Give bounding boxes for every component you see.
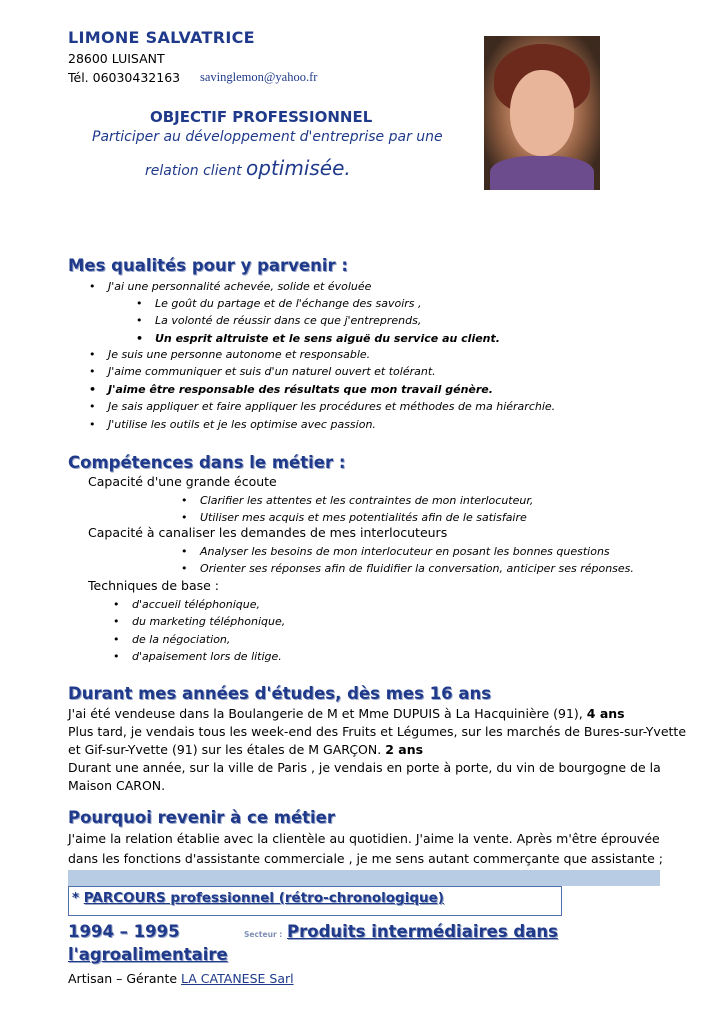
address: 28600 LUISANT <box>68 51 165 66</box>
list-item: • de la négociation, <box>113 632 231 646</box>
list-item: • Orienter ses réponses afin de fluidifier la conversation, anticiper ses réponses. <box>181 562 634 576</box>
list-item: • J'utilise les outils et je les optimise avec passion. <box>89 417 376 431</box>
parcours-heading: * PARCOURS professionnel (rétro-chronologique) <box>72 890 444 906</box>
list-item: • d'apaisement lors de litige. <box>113 650 282 664</box>
etudes-line-3: et Gif-sur-Yvette (91) sur les étales de M GARÇON. 2 ans <box>68 742 424 757</box>
job-years: 1994 – 1995 <box>68 922 180 941</box>
pourquoi-line-1: J'aime la relation établie avec la clientèle au quotidien. J'aime la vente. Après m'être éprouvée <box>68 831 660 846</box>
objective-line-1: Participer au développement d'entreprise par une <box>92 129 443 145</box>
list-item: • Je suis une personne autonome et responsable. <box>89 348 371 361</box>
email-link[interactable]: savinglemon@yahoo.fr <box>200 70 318 84</box>
competence-techniques-list <box>113 596 286 666</box>
qualites-title: Mes qualités pour y parvenir : <box>68 256 349 275</box>
list-item: • J'aime être responsable des résultats que mon travail génère. <box>89 382 493 396</box>
list-item: • d'accueil téléphonique, <box>113 598 261 611</box>
etudes-line-4: Durant une année, sur la ville de Paris , je vendais en porte à porte, du vin de bourgogne de la <box>68 760 661 775</box>
list-item: • Clarifier les attentes et les contraintes de mon interlocuteur, <box>181 494 534 507</box>
sector-value-line-2: l'agroalimentaire <box>68 945 228 964</box>
competence-ecoute: Capacité d'une grande écoute <box>88 474 277 489</box>
list-item: • du marketing téléphonique, <box>113 615 286 629</box>
objective-line-2: relation client optimisée. <box>145 156 351 180</box>
objective-title: OBJECTIF PROFESSIONNEL <box>150 108 373 126</box>
qualites-list <box>89 278 372 295</box>
etudes-line-5: Maison CARON. <box>68 778 166 793</box>
job-role: Artisan – Gérante LA CATANESE Sarl <box>68 971 294 986</box>
pourquoi-title: Pourquoi revenir à ce métier <box>68 808 336 827</box>
list-item: • Le goût du partage et de l'échange des savoirs , <box>136 297 422 310</box>
competence-techniques: Techniques de base : <box>88 578 220 593</box>
competence-canaliser: Capacité à canaliser les demandes de mes interlocuteurs <box>88 525 448 540</box>
pourquoi-line-2: dans les fonctions d'assistante commerciale , je me sens autant commerçante que assistante ; <box>68 851 663 866</box>
competences-title: Compétences dans le métier : <box>68 453 346 472</box>
list-item: • J'ai une personnalité achevée, solide et évoluée <box>89 280 372 293</box>
list-item: • Un esprit altruiste et le sens aiguë du service au client. <box>136 331 500 345</box>
profile-photo <box>484 36 600 190</box>
etudes-title: Durant mes années d'études, dès mes 16 ans <box>68 684 492 703</box>
list-item: • J'aime communiquer et suis d'un naturel ouvert et tolérant. <box>89 365 436 379</box>
sector-label: Secteur : <box>244 930 283 939</box>
objective-emphasis: optimisée. <box>246 156 351 180</box>
qualites-list-2 <box>89 346 556 433</box>
list-item: • Utiliser mes acquis et mes potentialités afin de le satisfaire <box>181 511 527 525</box>
list-item: • Analyser les besoins de mon interlocuteur en posant les bonnes questions <box>181 545 610 558</box>
candidate-name: LIMONE SALVATRICE <box>68 28 255 47</box>
section-divider-bar <box>68 870 660 886</box>
sector-value-line-1: Produits intermédiaires dans <box>287 922 558 941</box>
competence-ecoute-list <box>181 492 534 527</box>
company-name: LA CATANESE Sarl <box>181 971 294 986</box>
list-item: • La volonté de réussir dans ce que j'entreprends, <box>136 314 422 328</box>
list-item: • Je sais appliquer et faire appliquer les procédures et méthodes de ma hiérarchie. <box>89 400 556 414</box>
etudes-line-1: J'ai été vendeuse dans la Boulangerie de M et Mme DUPUIS à La Hacquinière (91), 4 ans <box>68 706 625 721</box>
competence-canaliser-list <box>181 543 634 578</box>
etudes-line-2: Plus tard, je vendais tous les week-end des Fruits et Légumes, sur les marchés de Bures-sur-Yvette <box>68 724 687 739</box>
phone: Tél. 06030432163 <box>68 70 181 85</box>
qualites-sublist <box>136 295 500 347</box>
